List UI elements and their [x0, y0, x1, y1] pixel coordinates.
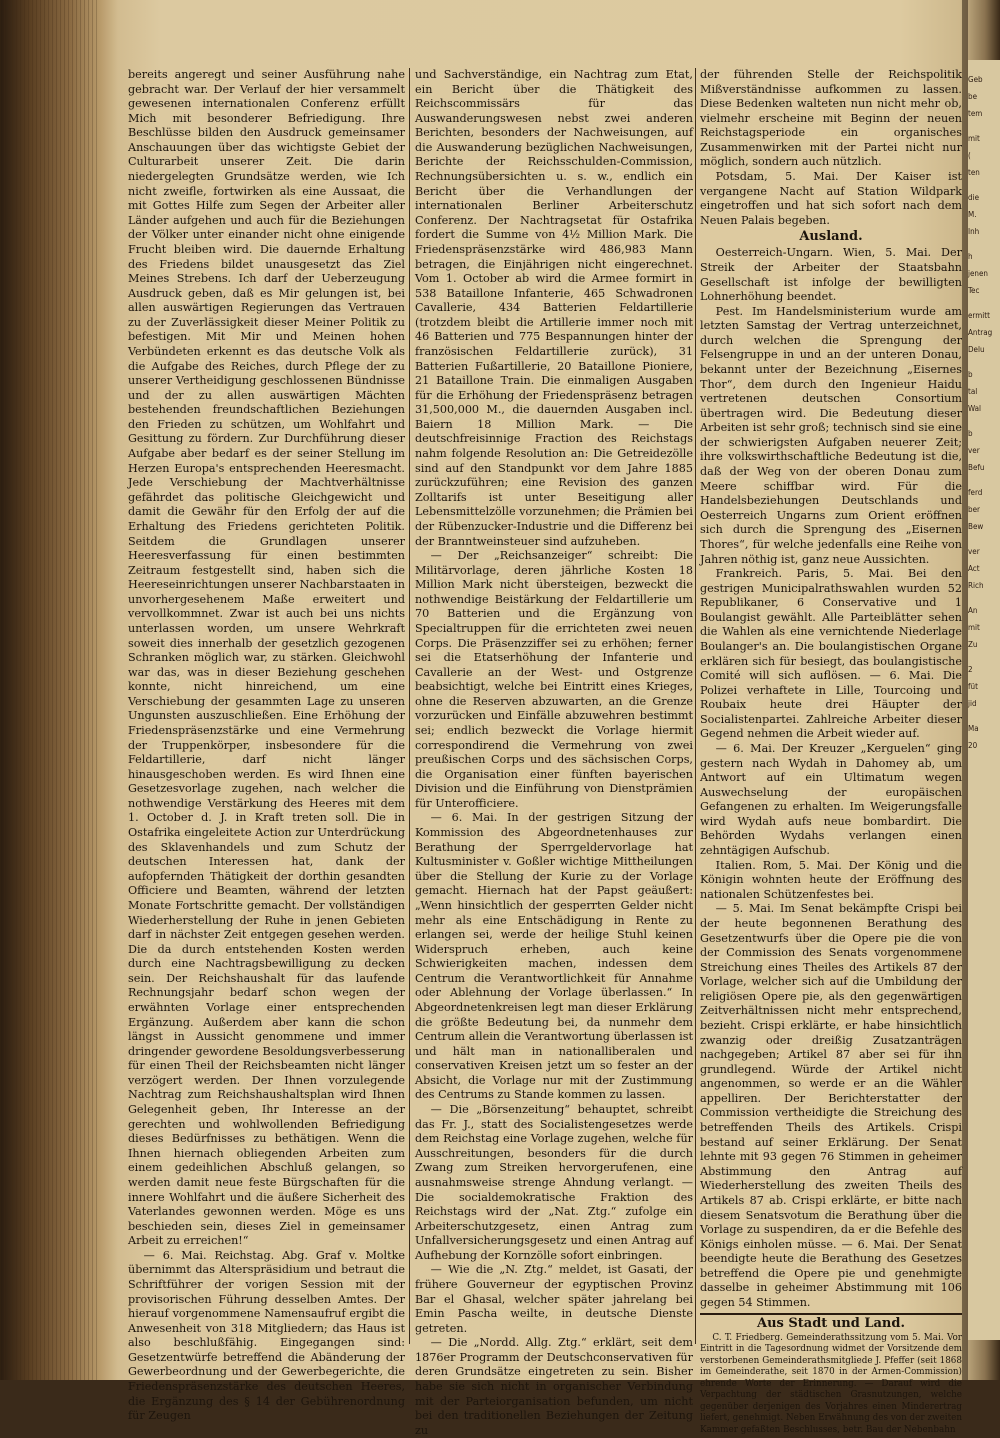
article-paragraph: Oesterreich-Ungarn. Wien, 5. Mai. Der Streik der Arbeiter der Staatsbahn Gesellschaft ist infolge der bewilligten Lohnerhöhung beendet.: [700, 246, 962, 304]
adjacent-page-fragment: ver: [968, 446, 980, 455]
section-heading-ausland: Ausland.: [799, 229, 863, 245]
column-rule: [409, 68, 410, 1344]
adjacent-page-fragment: Act: [968, 564, 980, 573]
adjacent-page-fragment: ferd: [968, 488, 983, 497]
adjacent-page-fragment: Befu: [968, 463, 985, 472]
adjacent-page-fragment: ten: [968, 168, 980, 177]
section-heading-stadt-und-land: Aus Stadt und Land.: [757, 1315, 905, 1331]
article-paragraph: Italien. Rom, 5. Mai. Der König und die Königin wohnten heute der Eröffnung des nationalen Schützenfestes bei.: [700, 858, 962, 901]
column-rule: [695, 68, 696, 1344]
adjacent-page-fragment: b: [968, 370, 973, 379]
adjacent-page-fragment: jid: [968, 699, 977, 708]
adjacent-page-fragment: ermitt: [968, 311, 990, 320]
adjacent-page-fragment: Ma: [968, 724, 979, 733]
adjacent-page-fragment: M.: [968, 210, 977, 219]
article-paragraph: und Sachverständige, ein Nachtrag zum Etat, ein Bericht über die Thätigkeit des Reichscommissärs für das Auswanderungswesen nebst zwei anderen Berichten, besonders der Nachweisungen, auf die Auswanderung bezüglichen Nachweisungen, Berichte der Reichsschulden-Commission, Rechnungsübersichten u. s. w., endlich ein Bericht über die Verhandlungen der internationalen Berliner Arbeiterschutz Conferenz. Der Nachtragsetat für Ostafrika fordert die Summe von 4½ Million Mark. Die Friedenspräsenzstärke wird 486,983 Mann betragen, die Einjährigen nicht eingerechnet. Vom 1. October ab wird die Armee formirt in 538 Bataillone Infanterie, 465 Schwadronen Cavallerie, 434 Batterien Feldartillerie (trotzdem bleibt die Artillerie immer noch mit 46 Batterien und 775 Bespannungen hinter der französischen Feldartillerie zurück), 31 Batterien Fußartillerie, 20 Bataillone Pioniere, 21 Bataillone Train. Die einmaligen Ausgaben für die Erhöhung der Friedenspräsenz betragen 31,500,000 M., die dauernden Ausgaben incl. Baiern 18 Million Mark. — Die deutschfreisinnige Fraction des Reichstags nahm folgende Resolution an: Die Getreidezölle sind auf den Standpunkt vor dem Jahre 1885 zurückzuführen; eine Revision des ganzen Zolltarifs ist unter Beseitigung aller Lebensmittelzölle vorzunehmen; die Prämien bei der Rübenzucker-Industrie und die Differenz bei der Branntweinsteuer sind aufzuheben.: [415, 68, 693, 548]
adjacent-page-fragment: be: [968, 92, 977, 101]
adjacent-page-fragment: Delu: [968, 345, 985, 354]
adjacent-page-fragment: 20: [968, 741, 978, 750]
adjacent-page-fragment: ver: [968, 547, 980, 556]
book-fore-edge: [0, 0, 100, 1380]
article-paragraph: — 6. Mai. In der gestrigen Sitzung der Kommission des Abgeordnetenhauses zur Berathung der Sperrgeldervorlage hat Kultusminister v. Goßler wichtige Mittheilungen über die Stellung der Kurie zu der Vorlage gemacht. Hiernach hat der Papst geäußert: „Wenn hinsichtlich der gesperrten Gelder nicht mehr als eine Entschädigung in Rente zu erlangen sei, werde der heilige Stuhl keinen Widerspruch erheben, auch keine Schwierigkeiten machen, indessen dem Centrum die Verantwortlichkeit für Annahme oder Ablehnung der Vorlage überlassen.“ In Abgeordnetenkreisen legt man dieser Erklärung die größte Bedeutung bei, da nunmehr dem Centrum allein die Verantwortung überlassen ist und hält man in nationalliberalen und conservativen Kreisen jetzt um so fester an der Absicht, die Vorlage nur mit der Zustimmung des Centrums zu Stande kommen zu lassen.: [415, 811, 693, 1102]
article-paragraph: — Die „Börsenzeitung“ behauptet, schreibt das Fr. J., statt des Socialistengesetzes werde dem Reichstag eine Vorlage zugehen, welche für Ausschreitungen, besonders für die durch Zwang zum Streiken hervorgerufenen, eine ausnahmsweise strenge Ahndung verlangt. — Die socialdemokratische Fraktion des Reichstags wird der „Nat. Ztg.“ zufolge ein Arbeiterschutzgesetz, einen Antrag zum Unfallversicherungsgesetz und einen Antrag auf Aufhebung der Kornzölle sofort einbringen.: [415, 1103, 693, 1262]
column-1: [128, 68, 405, 1423]
article-paragraph: — Wie die „N. Ztg.“ meldet, ist Gasati, der frühere Gouverneur der egyptischen Provinz Bar el Ghasal, welcher später jahrelang bei Emin Pascha weilte, in deutsche Dienste getreten.: [415, 1263, 693, 1335]
article-paragraph: Potsdam, 5. Mai. Der Kaiser ist vergangene Nacht auf Station Wildpark eingetroffen und hat sich sofort nach dem Neuen Palais begeben.: [700, 170, 962, 227]
adjacent-page-fragment: ber: [968, 505, 980, 514]
column-2: [415, 68, 693, 1437]
adjacent-page-fragment: Inh: [968, 227, 980, 236]
adjacent-page-fragment: Zu: [968, 640, 978, 649]
adjacent-page-fragment: Antrag: [968, 328, 993, 337]
adjacent-page-fragment: tem: [968, 109, 983, 118]
article-paragraph: — 6. Mai. Der Kreuzer „Kerguelen“ ging gestern nach Wydah in Dahomey ab, um Antwort auf ein Ultimatum wegen Auswechselung der europäischen Gefangenen zu erhalten. Im Weigerungsfalle wird Wydah aufs neue bombardirt. Die Behörden Wydahs verlangen einen zehntägigen Aufschub.: [700, 742, 962, 858]
adjacent-page-fragment: (: [968, 151, 971, 160]
article-paragraph: C. T. Friedberg. Gemeinderathssitzung vom 5. Mai. Vor Eintritt in die Tagesordnung widmet der Vorsitzende dem verstorbenen Gemeinderathsmitgliede J. Pfeffer (seit 1868 im Gemeinderathe, seit 1870 in der Armen-Commission) ehrende Worte der Erinnerung. — Darauf wird die Verpachtung der städtischen Grasnutzungen, welche gegenüber derjenigen des Vorjahres einen Minderertrag liefert, genehmigt. Neben Erwähnung des von der zweiten Kammer gefaßten Beschlusses, betr. Bau der Nebenbahn: [700, 1332, 962, 1435]
adjacent-page-fragment: Bew: [968, 522, 984, 531]
article-paragraph: — Die „Nordd. Allg. Ztg.“ erklärt, seit dem 1876er Programm der Deutschconservativen für deren Grundsätze eingetreten zu sein. Bisher habe sie sich nicht in organischer Verbindung mit der Parteiorganisation befunden, um nicht bei den traditionellen Beziehungen der Zeitung zu: [415, 1336, 693, 1437]
column-3: [700, 68, 962, 1435]
adjacent-page-fragment: jenen: [968, 269, 988, 278]
article-paragraph: — 5. Mai. Im Senat bekämpfte Crispi bei der heute begonnenen Berathung des Gesetzentwurfs über die Opere pie die von der Commission des Senats vorgenommene Streichung eines Theiles des Artikels 87 der Vorlage, welcher sich auf die Umbildung der religiösen Opere pie, als den gegenwärtigen Zeitverhältnissen nicht mehr entsprechend, bezieht. Crispi erklärte, er habe hinsichtlich zwanzig oder dreißig Zusatzanträgen nachgegeben; Artikel 87 aber sei für ihn grundlegend. Würde der Artikel nicht angenommen, so werde er an die Wähler appelliren. Der Berichterstatter der Commission vertheidigte die Streichung des betreffenden Theils des Artikels. Crispi bestand auf seiner Erklärung. Der Senat lehnte mit 93 gegen 76 Stimmen in geheimer Abstimmung den Antrag auf Wiederherstellung des zweiten Theils des Artikels 87 ab. Crispi erklärte, er bitte nach diesem Senatsvotum die Berathung über die Vorlage zu suspendiren, da er die Befehle des Königs einholen müsse. — 6. Mai. Der Senat beendigte heute die Berathung des Gesetzes betreffend die Opere pie und genehmigte dasselbe in geheimer Abstimmung mit 106 gegen 54 Stimmen.: [700, 902, 962, 1309]
article-paragraph: bereits angeregt und seiner Ausführung nahe gebracht war. Der Verlauf der hier versammelt gewesenen internationalen Conferenz erfüllt Mich mit besonderer Befriedigung. Ihre Beschlüsse bilden den Ausdruck gemeinsamer Anschauungen über das wichtigste Gebiet der Culturarbeit unserer Zeit. Die darin niedergelegten Grundsätze werden, wie Ich nicht zweifle, fortwirken als eine Aussaat, die mit Gottes Hilfe zum Segen der Arbeiter aller Länder aufgehen und auch für die Beziehungen der Völker unter einander nicht ohne einigende Frucht bleiben wird. Die dauernde Erhaltung des Friedens bildet unausgesetzt das Ziel Meines Strebens. Ich darf der Ueberzeugung Ausdruck geben, daß es Mir gelungen ist, bei allen auswärtigen Regierungen das Vertrauen zu der Zuverlässigkeit dieser Meiner Politik zu befestigen. Mit Mir und Meinen hohen Verbündeten erkennt es das deutsche Volk als die Aufgabe des Reiches, durch Pflege der zu unserer Vertheidigung geschlossenen Bündnisse und der zu allen auswärtigen Mächten bestehenden freundschaftlichen Beziehungen den Frieden zu schützen, um Wohlfahrt und Gesittung zu fördern. Zur Durchführung dieser Aufgabe aber bedarf es der seiner Stellung im Herzen Europa's entsprechenden Heeresmacht. Jede Verschiebung der Machtverhältnisse gefährdet das politische Gleichgewicht und damit die Gewähr für den Erfolg der auf die Erhaltung des Friedens gerichteten Politik. Seitdem die Grundlagen unserer Heeresverfassung für einen bestimmten Zeitraum festgestellt sind, haben sich die Heereseinrichtungen unserer Nachbarstaaten in unvorhergesehenem Maße erweitert und vervollkommnet. Zwar ist auch bei uns nichts unterlassen worden, um unsere Wehrkraft soweit dies innerhalb der gesetzlich gezogenen Schranken möglich war, zu stärken. Gleichwohl war das, was in dieser Beziehung geschehen konnte, nicht hinreichend, um eine Verschiebung der gesammten Lage zu unseren Ungunsten auszuschließen. Eine Erhöhung der Friedenspräsenzstärke und eine Vermehrung der Truppenkörper, insbesondere für die Feldartillerie, darf nicht länger hinausgeschoben werden. Es wird Ihnen eine Gesetzesvorlage zugehen, nach welcher die nothwendige Verstärkung des Heeres mit dem 1. October d. J. in Kraft treten soll. Die in Ostafrika eingeleitete Action zur Unterdrückung des Sklavenhandels und zum Schutz der deutschen Interessen hat, dank der aufopfernden Thätigkeit der dorthin gesandten Officiere und Beamten, während der letzten Monate Fortschritte gemacht. Der vollständigen Wiederherstellung der Ruhe in jenen Gebieten darf in nächster Zeit entgegen gesehen werden. Die da durch entstehenden Kosten werden durch eine Nachtragsbewilligung zu decken sein. Der Reichshaushalt für das laufende Rechnungsjahr bedarf schon wegen der erwähnten Vorlage einer entsprechenden Ergänzung. Außerdem aber kann die schon längst in Aussicht genommene und immer dringender gewordene Besoldungsverbesserung für einen Theil der Reichsbeamten nicht länger verzögert werden. Der Ihnen vorzulegende Nachtrag zum Reichshaushaltsplan wird Ihnen Gelegenheit geben, Ihr Interesse an der gerechten und wohlwollenden Befriedigung dieses Bedürfnisses zu bethätigen. Wenn die Ihnen hiernach obliegenden Arbeiten zum einem gedeihlichen Abschluß gelangen, so werden damit neue feste Bürgschaften für die innere Wohlfahrt und die äußere Sicherheit des Vaterlandes gewonnen werden. Möge es uns beschieden sein, dieses Ziel in gemeinsamer Arbeit zu erreichen!“: [128, 68, 405, 1248]
article-paragraph: der führenden Stelle der Reichspolitik Mißverständnisse aufkommen zu lassen. Diese Bedenken walteten nun nicht mehr ob, vielmehr erscheine mit Beginn der neuen Reichstagsperiode ein organisches Zusammenwirken mit der Partei nicht nur möglich, sondern auch nützlich.: [700, 68, 962, 169]
adjacent-page-fragment: 2: [968, 665, 973, 674]
adjacent-page-fragment: Rich: [968, 581, 984, 590]
adjacent-page-fragment: mit: [968, 134, 980, 143]
adjacent-page-fragment: tal: [968, 387, 978, 396]
article-paragraph: Pest. Im Handelsministerium wurde am letzten Samstag der Vertrag unterzeichnet, durch welchen die Sprengung der Felsengruppe in und an der unteren Donau, bekannt unter der Bezeichnung „Eisernes Thor“, dem durch den Ingenieur Haidu vertretenen deutschen Consortium übertragen wird. Die Bedeutung dieser Arbeiten ist sehr groß; technisch sind sie eine der schwierigsten Aufgaben neuerer Zeit; ihre volkswirthschaftliche Bedeutung ist die, daß der Weg von der oberen Donau zum Meere schiffbar wird. Für die Handelsbeziehungen Deutschlands und Oesterreich Ungarns zum Orient eröffnen sich durch die Sprengung des „Eisernen Thores“, für welche jedenfalls eine Reihe von Jahren nöthig ist, ganz neue Aussichten.: [700, 304, 962, 566]
adjacent-page-fragment: Tec: [968, 286, 980, 295]
article-paragraph: — Der „Reichsanzeiger“ schreibt: Die Militärvorlage, deren jährliche Kosten 18 Million Mark nicht übersteigen, bezweckt die nothwendige Beistärkung der Feldartillerie um 70 Batterien und die Ergänzung von Specialtruppen für die errichteten zwei neuen Corps. Die Präsenzziffer sei zu erhöhen; ferner sei die Etatserhöhung der Infanterie und Cavallerie an der West- und Ostgrenze beabsichtigt, welche bei Eintritt eines Krieges, ohne die Reserven abzuwarten, an die Grenze vorzurücken und Einfälle abzuwehren bestimmt sei; endlich bezweckt die Vorlage hiermit correspondirend die Vermehrung von zwei preußischen Corps und des sächsischen Corps, die Organisation einer fünften bayerischen Division und die Einführung von Dienstprämien für Unterofficiere.: [415, 549, 693, 810]
adjacent-page-fragment: die: [968, 193, 979, 202]
adjacent-page-fragment: füt: [968, 682, 978, 691]
adjacent-page-fragment: h: [968, 252, 973, 261]
newspaper-page: [128, 68, 964, 1437]
adjacent-page-fragment: Geb: [968, 75, 983, 84]
article-paragraph: Frankreich. Paris, 5. Mai. Bei den gestrigen Municipalrathswahlen wurden 52 Republikaner, 6 Conservative und 1 Boulangist gewählt. Alle Parteiblätter sehen die Wahlen als eine vernichtende Niederlage Boulanger's an. Die boulangistischen Organe erklären sich für besiegt, das boulangistische Comité will sich auflösen. — 6. Mai. Die Polizei verhaftete in Lille, Tourcoing und Roubaix heute drei Häupter der Socialistenpartei. Zahlreiche Arbeiter dieser Gegend nehmen die Arbeit wieder auf.: [700, 567, 962, 741]
adjacent-page-edge: [968, 60, 1000, 1340]
article-paragraph: — 6. Mai. Reichstag. Abg. Graf v. Moltke übernimmt das Alterspräsidium und betraut die Schriftführer der vorigen Session mit der provisorischen Führung desselben Amtes. Der hierauf vorgenommene Namensaufruf ergibt die Anwesenheit von 318 Mitgliedern; das Haus ist also beschlußfähig. Eingegangen sind: Gesetzentwürfe betreffend die Abänderung der Gewerbeordnung und der Gewerbegerichte, die Friedenspräsenzstärke des deutschen Heeres, die Ergänzung des § 14 der Gebührenordnung für Zeugen: [128, 1248, 405, 1423]
adjacent-page-fragment: Wal: [968, 404, 982, 413]
adjacent-page-fragment: b: [968, 429, 973, 438]
adjacent-page-fragment: An: [968, 606, 978, 615]
adjacent-page-fragment: mit: [968, 623, 980, 632]
